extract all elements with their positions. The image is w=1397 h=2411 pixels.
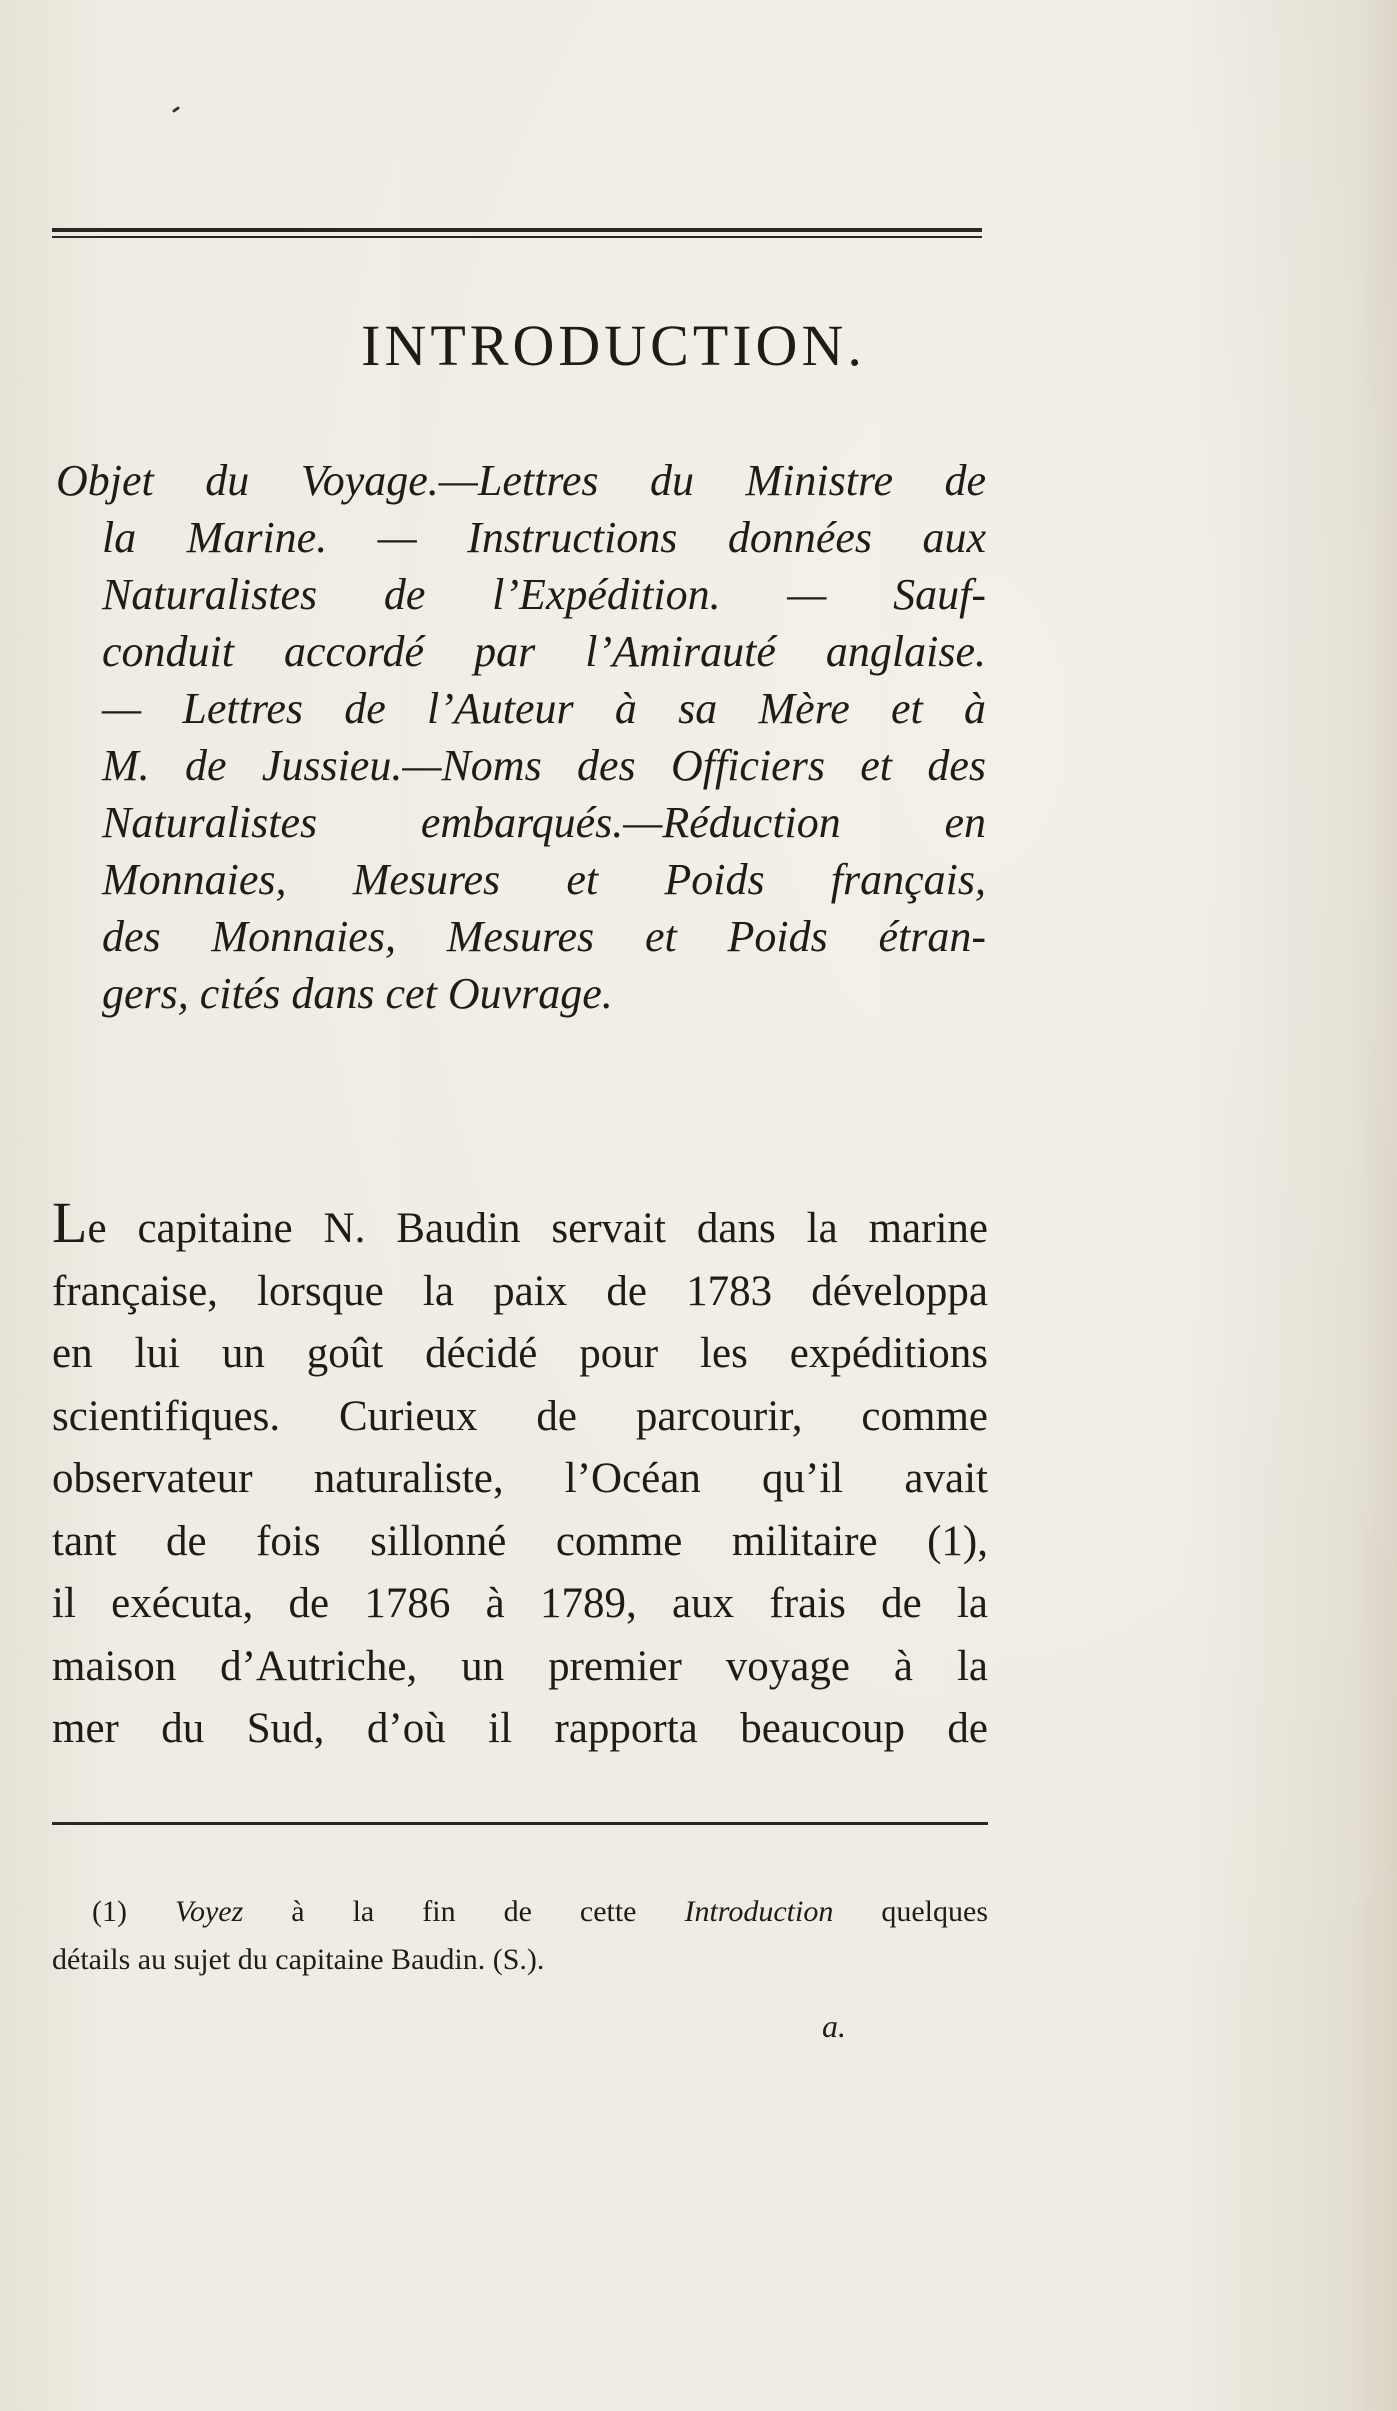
- body-line: scientifiques. Curieux de parcourir, comme: [52, 1392, 988, 1440]
- footnote-line: (1) Voyez à la fin de cette Introduction quelques: [92, 1895, 988, 1928]
- summary-line: des Monnaies, Mesures et Poids étran-: [102, 912, 986, 961]
- summary-line: gers, cités dans cet Ouvrage.: [102, 969, 613, 1018]
- summary-line: Naturalistes de l’Expédition. — Sauf-: [102, 570, 986, 619]
- body-line: maison d’Autriche, un premier voyage à la: [52, 1642, 988, 1690]
- chapter-title: INTRODUCTION.: [361, 313, 866, 378]
- signature-mark: a.: [822, 2008, 846, 2044]
- body-paragraph: [52, 1192, 988, 1761]
- summary-line: Monnaies, Mesures et Poids français,: [102, 855, 986, 904]
- body-line: tant de fois sillonné comme militaire (1),: [52, 1517, 988, 1565]
- summary-line: Objet du Voyage.—Lettres du Ministre de: [56, 456, 986, 505]
- body-line: française, lorsque la paix de 1783 développa: [52, 1267, 988, 1315]
- footnote: [52, 1888, 988, 1984]
- summary-line: Naturalistes embarqués.—Réduction en: [102, 798, 986, 847]
- body-line: Le capitaine N. Baudin servait dans la marine: [52, 1190, 988, 1255]
- ink-mark: [172, 106, 180, 113]
- footnote-line: détails au sujet du capitaine Baudin. (S.).: [52, 1943, 545, 1976]
- drop-cap: L: [52, 1190, 88, 1255]
- summary-line: conduit accordé par l’Amirauté anglaise.: [102, 627, 986, 676]
- footnote-marker: (1): [92, 1895, 127, 1928]
- summary-line: la Marine. — Instructions données aux: [102, 513, 986, 562]
- body-line: observateur naturaliste, l’Océan qu’il avait: [52, 1455, 988, 1502]
- footnote-rule: [52, 1822, 988, 1825]
- summary-line: M. de Jussieu.—Noms des Officiers et des: [102, 741, 986, 790]
- body-line: mer du Sud, d’où il rapporta beaucoup de: [52, 1705, 988, 1752]
- header-rule: [52, 228, 982, 240]
- summary-line: — Lettres de l’Auteur à sa Mère et à: [102, 684, 986, 733]
- body-line: il exécuta, de 1786 à 1789, aux frais de la: [52, 1580, 988, 1627]
- body-line: en lui un goût décidé pour les expéditions: [52, 1330, 988, 1377]
- chapter-summary: [56, 452, 986, 1022]
